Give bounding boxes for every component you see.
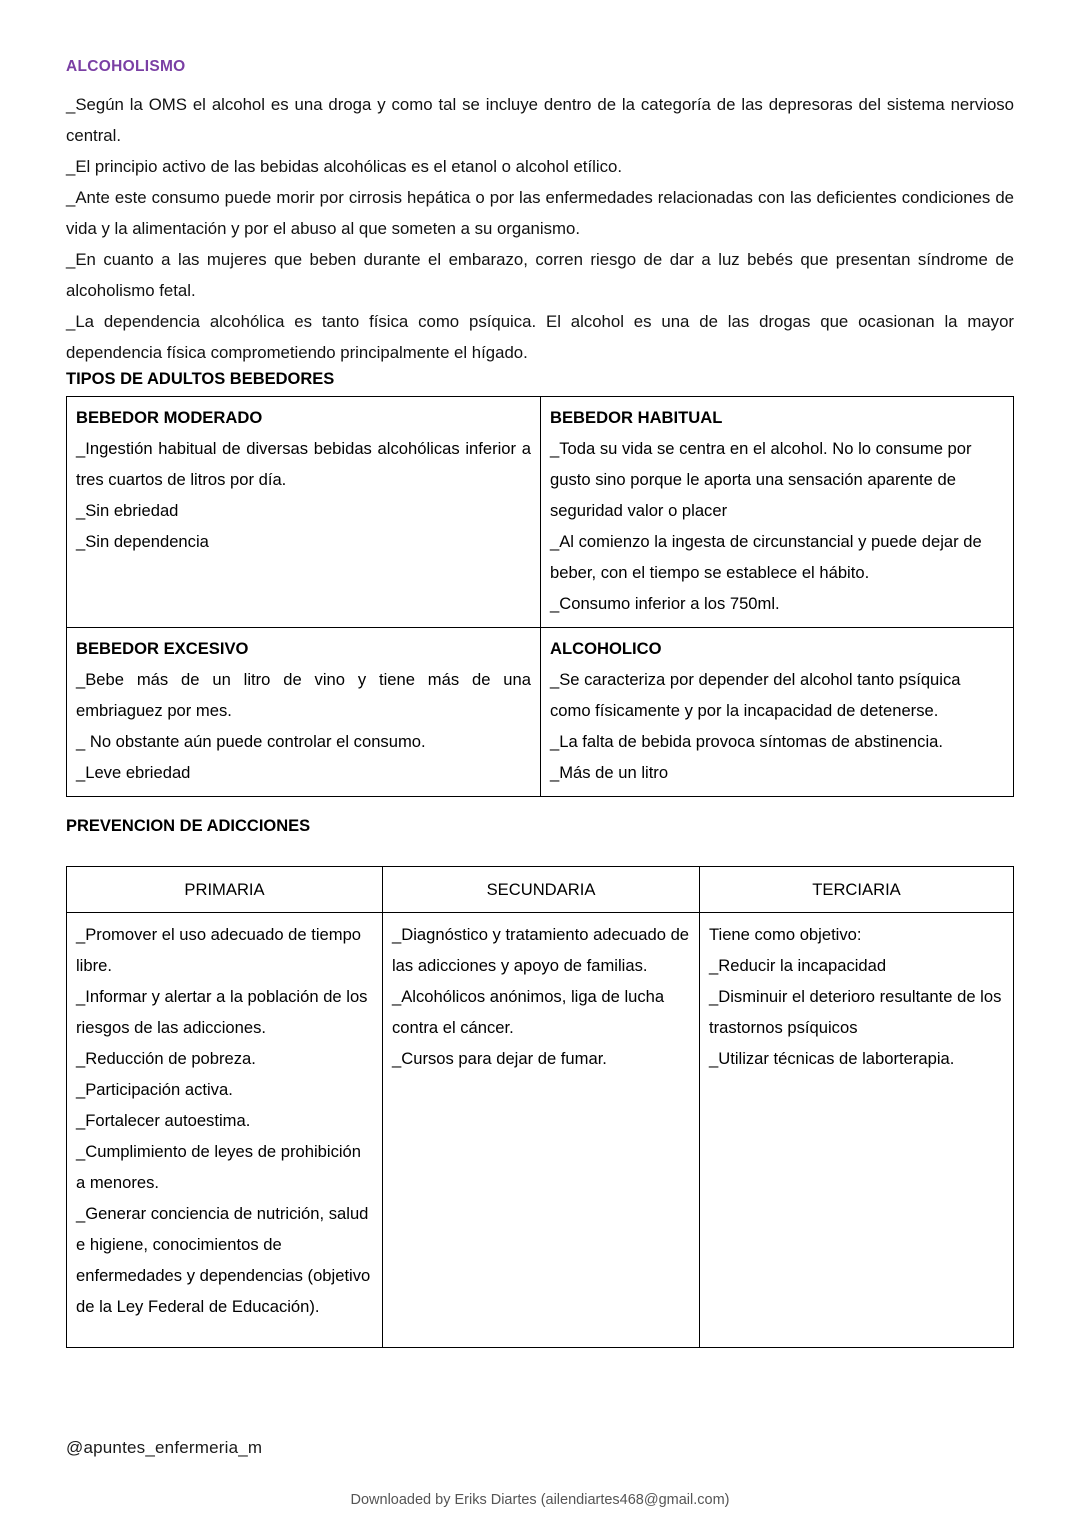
cell-line: _Sin ebriedad bbox=[76, 501, 179, 521]
cell-title: BEBEDOR HABITUAL bbox=[550, 408, 723, 428]
section-heading-prevencion: PREVENCION DE ADICCIONES bbox=[66, 817, 311, 836]
intro-paragraph: _Ante este consumo puede morir por cirrosis hepática o por las enfermedades relacionadas con las deficientes condiciones de vida y la alimentación y por el abuso al que someten a su organismo. bbox=[66, 188, 1014, 239]
cell-bebedor-moderado bbox=[67, 397, 541, 628]
column-header-primaria: PRIMARIA bbox=[67, 866, 383, 912]
table-tipos-adultos-bebedores bbox=[66, 396, 1014, 797]
intro-paragraph: _El principio activo de las bebidas alcohólicas es el etanol o alcohol etílico. bbox=[66, 157, 622, 177]
intro-paragraphs bbox=[66, 89, 1014, 368]
cell-line: _Utilizar técnicas de laborterapia. bbox=[709, 1048, 955, 1068]
cell-line: _La falta de bebida provoca síntomas de abstinencia. bbox=[550, 732, 943, 752]
cell-title: BEBEDOR EXCESIVO bbox=[76, 639, 249, 659]
cell-alcoholico bbox=[541, 628, 1014, 797]
cell-bebedor-habitual bbox=[541, 397, 1014, 628]
intro-paragraph: _La dependencia alcohólica es tanto física como psíquica. El alcohol es una de las drogas que ocasionan la mayor dependencia física comprometiendo principalmente el hígado. bbox=[66, 312, 1014, 363]
cell-line: _Reducción de pobreza. bbox=[76, 1048, 256, 1068]
document-content bbox=[66, 58, 1014, 1348]
table-row bbox=[67, 912, 1014, 1347]
cell-prevencion-terciaria bbox=[700, 912, 1014, 1347]
cell-line: _Disminuir el deterioro resultante de los trastornos psíquicos bbox=[709, 986, 1002, 1037]
cell-line: _Ingestión habitual de diversas bebidas alcohólicas inferior a tres cuartos de litros por día. bbox=[76, 439, 531, 490]
page-title: ALCOHOLISMO bbox=[66, 58, 186, 75]
author-handle: @apuntes_enfermeria_m bbox=[66, 1438, 263, 1457]
cell-line: _Toda su vida se centra en el alcohol. No lo consume por gusto sino porque le aporta una sensación aparente de seguridad valor o placer bbox=[550, 439, 972, 521]
cell-line: _Leve ebriedad bbox=[76, 763, 191, 783]
cell-line: _Alcohólicos anónimos, liga de lucha contra el cáncer. bbox=[392, 986, 665, 1037]
table-row bbox=[67, 628, 1014, 797]
cell-line: _Reducir la incapacidad bbox=[709, 955, 887, 975]
cell-line: _Cumplimiento de leyes de prohibición a menores. bbox=[76, 1141, 362, 1192]
cell-line: _ No obstante aún puede controlar el consumo. bbox=[76, 732, 426, 752]
cell-line: _Más de un litro bbox=[550, 763, 669, 783]
column-header-secundaria: SECUNDARIA bbox=[383, 866, 700, 912]
table-header-row bbox=[67, 866, 1014, 912]
cell-prevencion-primaria bbox=[67, 912, 383, 1347]
cell-line: _Se caracteriza por depender del alcohol tanto psíquica como físicamente y por la incapacidad de detenerse. bbox=[550, 670, 961, 721]
cell-line: _Consumo inferior a los 750ml. bbox=[550, 594, 780, 614]
cell-line: _Al comienzo la ingesta de circunstancial y puede dejar de beber, con el tiempo se establece el hábito. bbox=[550, 532, 982, 583]
cell-prevencion-secundaria bbox=[383, 912, 700, 1347]
intro-paragraph: _En cuanto a las mujeres que beben durante el embarazo, corren riesgo de dar a luz bebés que presentan síndrome de alcoholismo fetal. bbox=[66, 250, 1014, 301]
cell-line: _Diagnóstico y tratamiento adecuado de las adicciones y apoyo de familias. bbox=[392, 924, 690, 975]
cell-line: _Informar y alertar a la población de los riesgos de las adicciones. bbox=[76, 986, 368, 1037]
cell-line: _Generar conciencia de nutrición, salud e higiene, conocimientos de enfermedades y dependencias (objetivo de la Ley Federal de Educación). bbox=[76, 1203, 371, 1316]
cell-line: _Sin dependencia bbox=[76, 532, 209, 552]
cell-line: _Participación activa. bbox=[76, 1079, 233, 1099]
cell-line: _Cursos para dejar de fumar. bbox=[392, 1048, 607, 1068]
table-prevencion-de-adicciones bbox=[66, 866, 1014, 1348]
download-watermark: Downloaded by Eriks Diartes (ailendiartes468@gmail.com) bbox=[350, 1492, 730, 1508]
cell-line: _Promover el uso adecuado de tiempo libre. bbox=[76, 924, 362, 975]
cell-line: _Fortalecer autoestima. bbox=[76, 1110, 251, 1130]
column-header-terciaria: TERCIARIA bbox=[700, 866, 1014, 912]
cell-bebedor-excesivo bbox=[67, 628, 541, 797]
cell-title: BEBEDOR MODERADO bbox=[76, 408, 263, 428]
intro-paragraph: _Según la OMS el alcohol es una droga y como tal se incluye dentro de la categoría de las depresoras del sistema nervioso central. bbox=[66, 95, 1014, 146]
section-heading-tipos: TIPOS DE ADULTOS BEBEDORES bbox=[66, 370, 335, 389]
cell-line: Tiene como objetivo: bbox=[709, 924, 862, 944]
table-row bbox=[67, 397, 1014, 628]
cell-title: ALCOHOLICO bbox=[550, 639, 662, 659]
cell-line: _Bebe más de un litro de vino y tiene más de una embriaguez por mes. bbox=[76, 670, 531, 721]
spacer bbox=[66, 797, 1014, 815]
